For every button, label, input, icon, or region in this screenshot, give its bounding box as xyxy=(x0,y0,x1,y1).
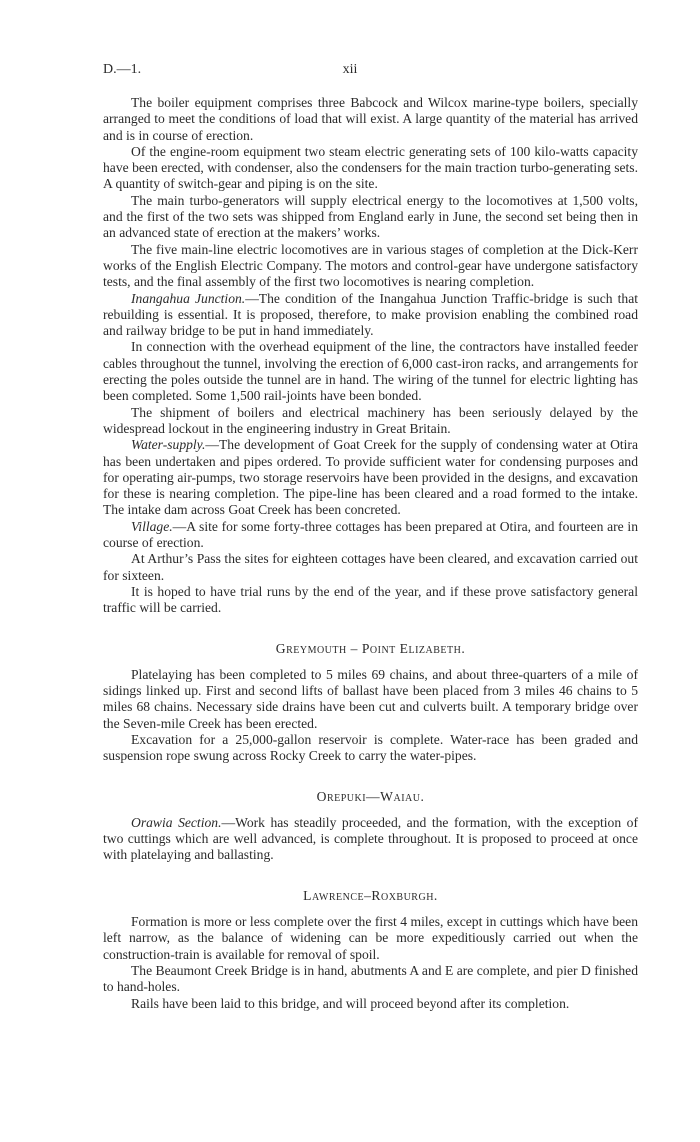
paragraph: Water-supply.—The development of Goat Creek for the supply of condensing water at Otira has been undertaken and pipes ordered. To provide sufficient water for condensing purposes and for operating air-pumps, two storage reservoirs have been provided in the designs, and excavation for these is nearing completion. The pipe-line has been cleared and a road formed to the intake. The intake dam across Goat Creek has been concreted. xyxy=(103,437,638,518)
paragraph-lead: Water-supply. xyxy=(131,437,206,453)
paragraph-lead: Inangahua Junction. xyxy=(131,290,246,306)
paragraph: Inangahua Junction.—The condition of the Inangahua Junction Traffic-bridge is such that rebuilding is essential. It is proposed, therefore, to make provision enabling the combined road and railway bridge to be put in hand immediately. xyxy=(103,290,638,339)
paragraph: At Arthur’s Pass the sites for eighteen cottages have been cleared, and excavation carried out for sixteen. xyxy=(103,551,638,583)
document-body xyxy=(103,95,638,1012)
paragraph-lead: Orawia Section. xyxy=(131,814,222,830)
paragraph-lead: Village. xyxy=(131,518,173,534)
paragraph: Rails have been laid to this bridge, and will proceed beyond after its completion. xyxy=(131,995,570,1011)
page-number: xii xyxy=(342,62,358,77)
paragraph: Orawia Section.—Work has steadily proceeded, and the formation, with the exception of two cuttings which are well advanced, is complete throughout. It is proposed to proceed at once with platelaying and ballasting. xyxy=(103,814,638,863)
paragraph: The five main-line electric locomotives are in various stages of completion at the Dick-Kerr works of the English Electric Company. The motors and control-gear have undergone satisfactory tests, and the final assembly of the first two locomotives is nearing completion. xyxy=(103,241,638,290)
paragraph: The Beaumont Creek Bridge is in hand, abutments A and E are complete, and pier D finished to hand-holes. xyxy=(103,962,638,995)
paragraph: It is hoped to have trial runs by the end of the year, and if these prove satisfactory general traffic will be carried. xyxy=(103,583,638,616)
document-reference: D.—1. xyxy=(103,62,142,77)
section-heading: Lawrence–Roxburgh. xyxy=(303,887,438,903)
paragraph: The boiler equipment comprises three Babcock and Wilcox marine-type boilers, specially arranged to meet the conditions of load that will exist. A large quantity of the material has arrived and is in course of erection. xyxy=(103,95,638,143)
paragraph: The shipment of boilers and electrical machinery has been seriously delayed by the widespread lockout in the engineering industry in Great Britain. xyxy=(103,404,638,436)
section-orepuki-waiau xyxy=(103,789,638,864)
section-electrification xyxy=(103,95,638,617)
section-greymouth-point-elizabeth xyxy=(103,641,638,765)
paragraph: Of the engine-room equipment two steam electric generating sets of 100 kilo-watts capacity have been erected, with condenser, also the condensers for the main traction turbo-generating sets. A quantity of switch-gear and piping is on the site. xyxy=(103,143,638,192)
paragraph: Formation is more or less complete over the first 4 miles, except in cuttings which have been left narrow, as the balance of widening can be more expeditiously carried out when the construction-train is available for removal of spoil. xyxy=(103,914,638,962)
section-heading: Greymouth – Point Elizabeth. xyxy=(275,640,466,656)
section-lawrence-roxburgh xyxy=(103,888,638,1012)
section-heading: Orepuki—Waiau. xyxy=(316,788,425,804)
paragraph: Platelaying has been completed to 5 miles 69 chains, and about three-quarters of a mile of sidings linked up. First and second lifts of ballast have been placed from 3 miles 46 chains to 5 miles 68 chains. Necessary side drains have been cut and culverts built. A temporary bridge over the Seven-mile Creek has been erected. xyxy=(103,666,638,731)
paragraph: Village.—A site for some forty-three cottages has been prepared at Otira, and fourteen are in course of erection. xyxy=(103,518,638,551)
paragraph: The main turbo-generators will supply electrical energy to the locomotives at 1,500 volts, and the first of the two sets was shipped from England early in June, the second set being then in an advanced state of erection at the makers’ works. xyxy=(103,192,638,241)
paragraph: Excavation for a 25,000-gallon reservoir is complete. Water-race has been graded and suspension rope swung across Rocky Creek to carry the water-pipes. xyxy=(103,731,638,764)
paragraph: In connection with the overhead equipment of the line, the contractors have installed feeder cables throughout the tunnel, involving the erection of 6,000 cast-iron racks, and arrangements for erecting the poles outside the tunnel are in hand. The wiring of the tunnel for electric lighting has been completed. Some 1,500 rail-joints have been bonded. xyxy=(103,339,638,404)
